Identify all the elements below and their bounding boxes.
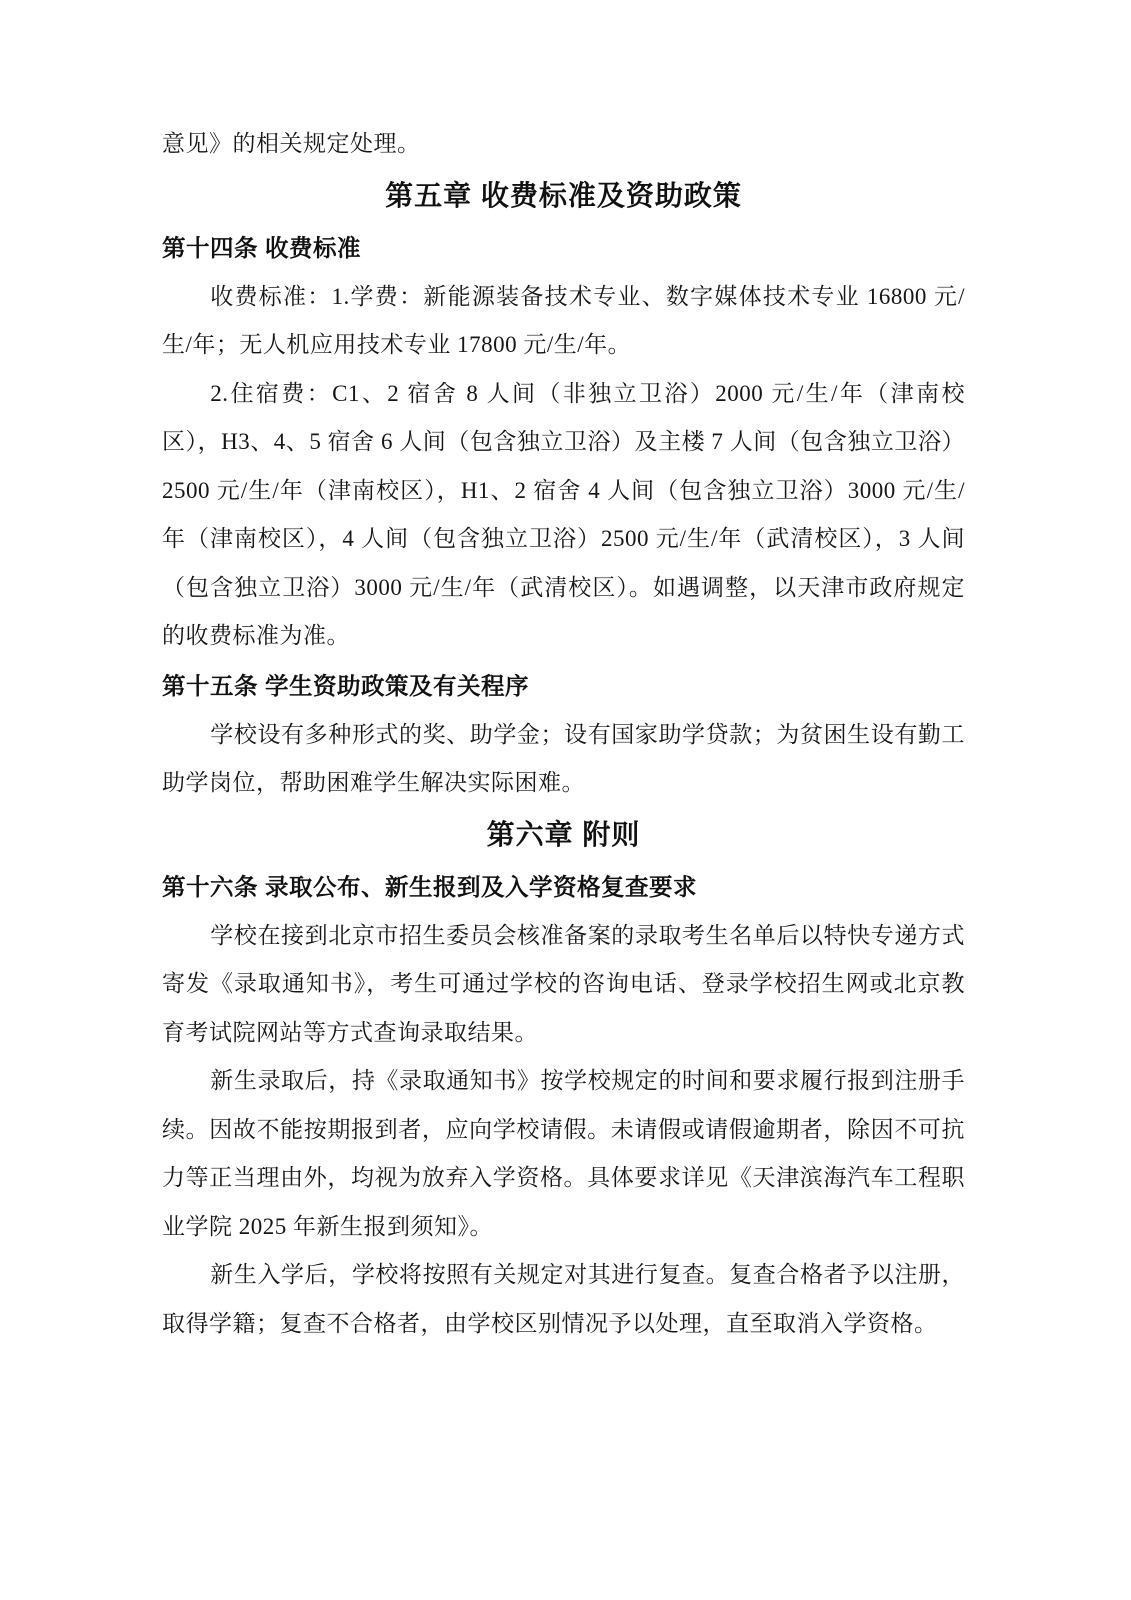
article14-heading: 第十四条 收费标准 [162, 234, 362, 261]
chapter5-title: 第五章 收费标准及资助政策 [385, 179, 742, 211]
article16-paragraph-recheck: 新生入学后，学校将按照有关规定对其进行复查。复查合格者予以注册，取得学籍；复查不合格者，由学校区别情况予以处理，直至取消入学资格。 [162, 1262, 965, 1336]
page-content [162, 120, 965, 1348]
article14-paragraph-accommodation: 2.住宿费：C1、2 宿舍 8 人间（非独立卫浴）2000 元/生/年（津南校区），H3、4、5 宿舍 6 人间（包含独立卫浴）及主楼 7 人间（包含独立卫浴）2500 元/生/年（津南校区），H1、2 宿舍 4 人间（包含独立卫浴）3000 元/生/年（津南校区），4 人间（包含独立卫浴）2500 元/生/年（武清校区），3 人间（包含独立卫浴）3000 元/生/年（武清校区）。如遇调整，以天津市政府规定的收费标准为准。 [162, 380, 965, 648]
article16-paragraph-announce: 学校在接到北京市招生委员会核准备案的录取考生名单后以特快专递方式寄发《录取通知书》，考生可通过学校的咨询电话、登录学校招生网或北京教育考试院网站等方式查询录取结果。 [162, 922, 965, 1045]
article16-paragraph-register: 新生录取后，持《录取通知书》按学校规定的时间和要求履行报到注册手续。因故不能按期报到者，应向学校请假。未请假或请假逾期者，除因不可抗力等正当理由外，均视为放弃入学资格。具体要求详见《天津滨海汽车工程职业学院 2025 年新生报到须知》。 [162, 1068, 965, 1239]
article16-heading: 第十六条 录取公布、新生报到及入学资格复查要求 [162, 873, 698, 900]
article15-paragraph-aid: 学校设有多种形式的奖、助学金；设有国家助学贷款；为贫困生设有勤工助学岗位，帮助困难学生解决实际困难。 [162, 721, 965, 795]
chapter6-title: 第六章 附则 [486, 818, 641, 850]
article15-heading: 第十五条 学生资助政策及有关程序 [162, 672, 530, 699]
article14-paragraph-tuition: 收费标准：1.学费：新能源装备技术专业、数字媒体技术专业 16800 元/生/年；无人机应用技术专业 17800 元/生/年。 [162, 283, 965, 357]
paragraph-continuation: 意见》的相关规定处理。 [162, 131, 421, 156]
